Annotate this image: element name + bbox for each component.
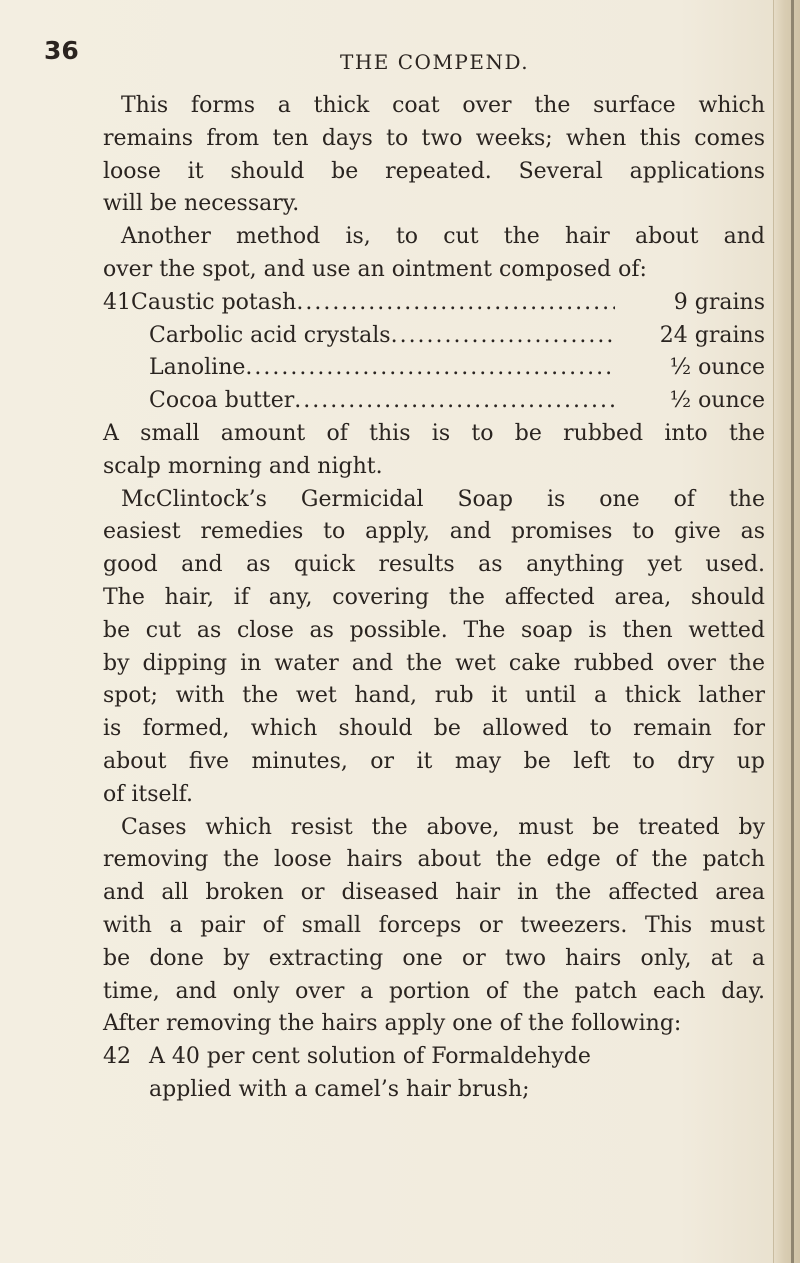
formula-text: A 40 per cent solution of Formaldehyde xyxy=(149,1044,591,1070)
text-line: is formed, which should be allowed to remain for xyxy=(103,716,765,742)
text-line: will be necessary. xyxy=(103,191,300,217)
text-line: loose it should be repeated. Several applications xyxy=(103,158,765,184)
text-line: of itself. xyxy=(103,781,193,807)
text-line: After removing the hairs apply one of the following: xyxy=(103,1011,682,1037)
text-line: about five minutes, or it may be left to dry up xyxy=(103,748,765,774)
text-line: Another method is, to cut the hair about and xyxy=(121,224,765,250)
ingredient-name: Cocoa butter xyxy=(149,388,295,414)
text-line: McClintock’s Germicidal Soap is one of the xyxy=(121,486,765,512)
binding-edge xyxy=(791,0,794,1263)
ingredient-amount: 24 grains xyxy=(659,322,765,348)
formula-42 xyxy=(103,1041,765,1107)
text-line: be cut as close as possible. The soap is then wetted xyxy=(103,617,765,643)
text-line: by dipping in water and the wet cake rubbed over the xyxy=(103,650,765,676)
text-line: remains from ten days to two weeks; when this comes xyxy=(103,125,765,151)
text-line: time, and only over a portion of the patch each day. xyxy=(103,978,765,1004)
page-body xyxy=(103,90,765,1107)
ingredient-name: Lanoline xyxy=(149,355,246,381)
ingredient-amount: ½ ounce xyxy=(669,388,765,414)
formula-row xyxy=(103,287,765,320)
leader-dots xyxy=(294,385,615,418)
text-line: Cases which resist the above, must be treated by xyxy=(121,814,765,840)
text-line: removing the loose hairs about the edge of the patch xyxy=(103,847,765,873)
text-line: This forms a thick coat over the surface which xyxy=(121,93,765,118)
running-head: THE COMPEND. xyxy=(340,50,530,74)
leader-dots xyxy=(391,320,615,353)
ingredient-amount: 9 grains xyxy=(673,289,765,315)
text-line: be done by extracting one or two hairs only, at a xyxy=(103,945,765,971)
text-line: easiest remedies to apply, and promises to give as xyxy=(103,519,765,545)
text-line: over the spot, and use an ointment composed of: xyxy=(103,256,647,282)
text-line: The hair, if any, covering the affected area, should xyxy=(103,584,765,610)
page-gutter xyxy=(773,0,800,1263)
ingredient-name: Caustic potash xyxy=(131,289,297,315)
formula-41 xyxy=(103,287,765,418)
leader-dots xyxy=(245,352,615,385)
ingredient-name: Carbolic acid crystals xyxy=(149,322,391,348)
formula-number: 42 xyxy=(103,1044,131,1070)
leader-dots xyxy=(296,287,615,320)
text-line: and all broken or diseased hair in the affected area xyxy=(103,880,765,906)
formula-line: applied with a camel’s hair brush; xyxy=(149,1076,530,1102)
page-number: 36 xyxy=(44,36,79,65)
formula-number: 41 xyxy=(103,289,131,315)
text-line: with a pair of small forceps or tweezers. This must xyxy=(103,912,765,938)
text-line: spot; with the wet hand, rub it until a thick lather xyxy=(103,683,765,709)
ingredient-amount: ½ ounce xyxy=(669,355,765,381)
formula-row xyxy=(103,385,765,418)
text-line: good and as quick results as anything yet used. xyxy=(103,552,765,578)
text-line: A small amount of this is to be rubbed into the xyxy=(103,420,765,446)
text-line: scalp morning and night. xyxy=(103,453,383,479)
page-header xyxy=(44,36,744,74)
formula-row xyxy=(103,352,765,385)
formula-row xyxy=(103,320,765,353)
formula-line xyxy=(103,1041,765,1074)
